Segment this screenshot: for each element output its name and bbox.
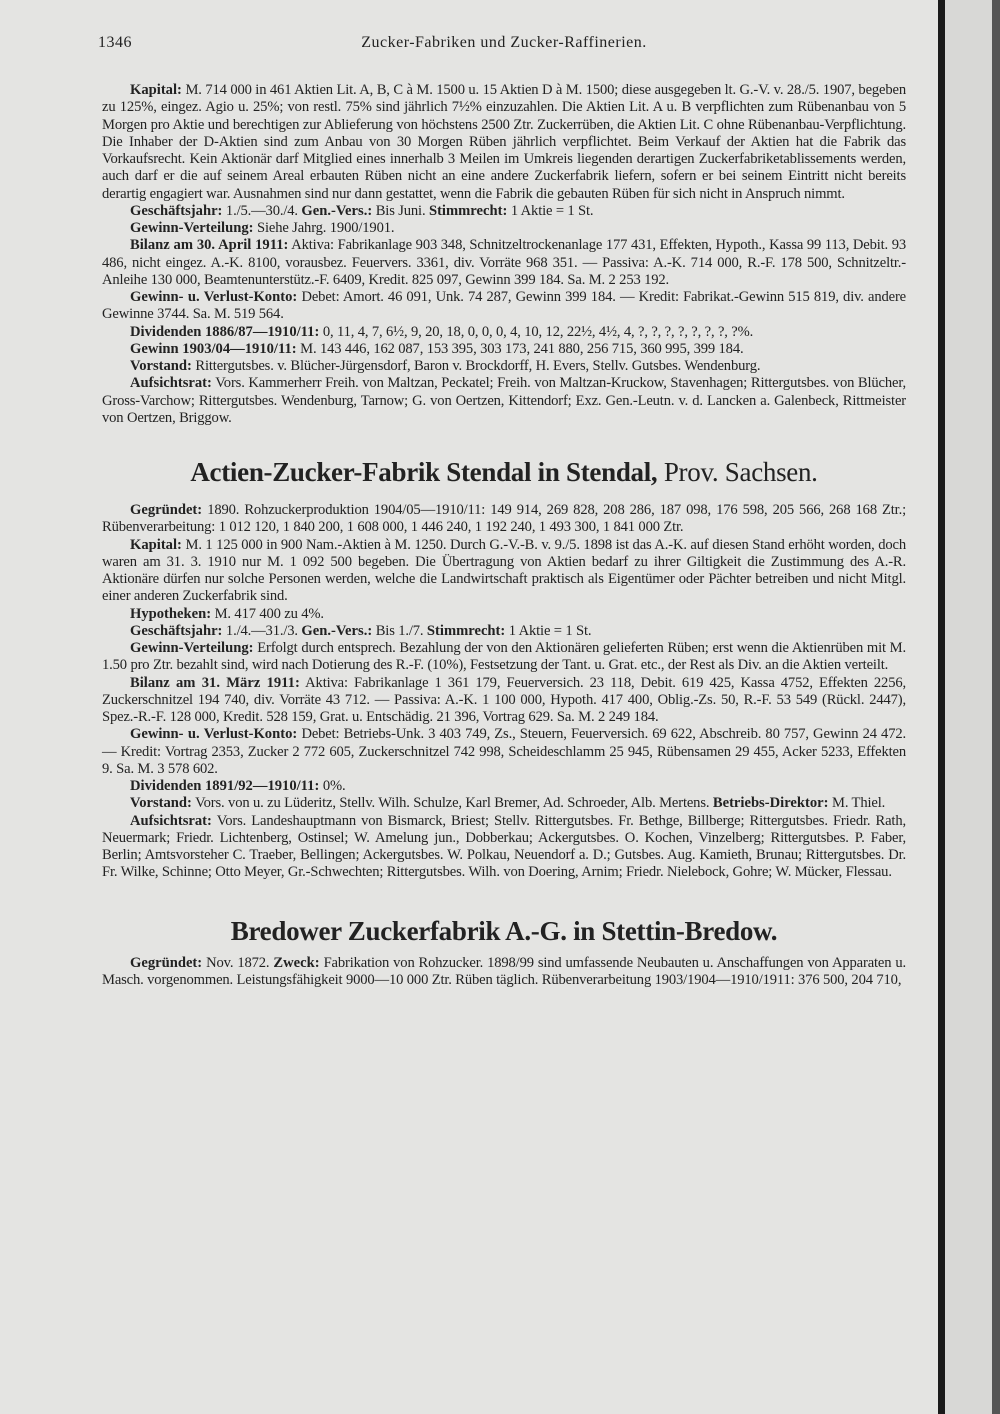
scan-edge-shadow — [992, 0, 1000, 1414]
section-previous-company — [102, 82, 906, 427]
field-value: M. 417 400 zu 4%. — [214, 605, 324, 622]
running-header — [98, 34, 906, 58]
field-label: Gegründet: — [130, 502, 203, 518]
field-label: Aufsichtsrat: — [130, 375, 212, 392]
field-label: Bilanz am 31. März 1911: — [130, 674, 300, 691]
field-label: Betriebs-Direktor: — [712, 795, 829, 812]
field-value: M. Thiel. — [832, 795, 886, 812]
scan-border-line — [938, 0, 945, 1414]
entry-paragraph — [102, 640, 906, 675]
field-label: Gewinn-Verteilung: — [130, 640, 254, 656]
field-value: 1./5.—30./4. — [225, 202, 298, 219]
field-value: Erfolgt durch entsprech. Bezahlung der von den Aktionären gelieferten Rüben; erst wenn die Aktienrüben mit M. 1.50 pro Ztr. bezahlt sind, wird nach Dotierung des R.-F. (10%), Festsetzung der Tant. u. Grat. etc., der Rest als Div. an die Aktien verteilt. — [102, 640, 907, 674]
section-heading-bredow — [102, 916, 906, 947]
field-label: Geschäftsjahr: — [130, 622, 223, 639]
field-label: Hypotheken: — [130, 605, 212, 622]
field-value: Nov. 1872. — [206, 954, 270, 971]
field-label: Gegründet: — [130, 954, 203, 971]
field-value: Debet: Betriebs-Unk. 3 403 749, Zs., Steuern, Feuerversich. 69 622, Abschreib. 80 757, Gewinn 24 472. — Kredit: Vortrag 2353, Zucker 2 772 605, Zuckerschnitzel 742 998, Scheideschlamm 25 945, Rübensamen 29 455, Acker 5233, Effekten 9. Sa. M. 3 578 602. — [102, 726, 906, 777]
field-value: Bis Juni. — [375, 202, 426, 219]
page-number: 1346 — [98, 34, 132, 51]
entry-paragraph — [102, 726, 906, 778]
entry-paragraph — [102, 203, 906, 220]
entry-paragraph — [102, 324, 906, 341]
field-value: 1 Aktie = 1 St. — [508, 622, 592, 639]
field-label: Zweck: — [273, 954, 320, 971]
field-label: Gen.-Vers.: — [301, 622, 373, 639]
field-label: Stimmrecht: — [428, 202, 508, 219]
entry-paragraph — [102, 778, 906, 795]
field-label: Gewinn 1903/04—1910/11: — [130, 340, 297, 357]
field-value: 1890. Rohzuckerproduktion 1904/05—1910/11: 149 914, 269 828, 208 286, 187 098, 176 598, 205 566, 268 168 Ztr.; Rübenverarbeitung: 1 012 120, 1 840 200, 1 608 000, 1 446 240, 1 192 240, 1 493 300, 1 841 000 Ztr. — [102, 502, 906, 536]
entry-paragraph — [102, 375, 906, 427]
field-value: 1./4.—31./3. — [225, 622, 298, 639]
entry-paragraph — [102, 623, 906, 640]
field-value: Rittergutsbes. v. Blücher-Jürgensdorf, Baron v. Brockdorff, H. Evers, Stellv. Gutsbes. Wendenburg. — [195, 358, 761, 374]
field-value: Vors. Landeshauptmann von Bismarck, Briest; Stellv. Rittergutsbes. Fr. Bethge, Billberge; Rittergutsbes. Friedr. Rath, Neuermark; Friedr. Lichtenberg, Ostinsel; W. Amelung jun., Dobberkau; Ackergutsbes. O. Kochen, Vinzelberg; Rittergutsbes. P. Faber, Berlin; Amtsvorsteher C. Traeber, Bellingen; Ackergutsbes. W. Polkau, Neuendorf a. D.; Gutsbes. Aug. Kamieth, Brunau; Rittergutsbes. Dr. Fr. Wilke, Schinne; Otto Meyer, Gr.-Schwechten; Rittergutsbes. Wilh. von Doering, Arnim; Friedr. Nielebock, Gohre; W. Mücker, Flessau. — [102, 812, 906, 881]
field-label: Kapital: — [130, 536, 182, 553]
field-value: Bis 1./7. — [375, 622, 424, 639]
entry-paragraph — [102, 237, 906, 289]
field-label: Gen.-Vers.: — [301, 202, 373, 219]
entry-paragraph — [102, 82, 906, 203]
field-value: Siehe Jahrg. 1900/1901. — [257, 220, 395, 236]
field-label: Gewinn- u. Verlust-Konto: — [130, 289, 298, 305]
field-value: 1 Aktie = 1 St. — [510, 202, 594, 219]
entry-paragraph — [102, 502, 906, 537]
field-label: Vorstand: — [130, 795, 192, 812]
heading-title: Actien-Zucker-Fabrik Stendal in Stendal, — [190, 457, 658, 487]
entry-paragraph — [102, 955, 906, 990]
heading-province: Prov. Sachsen. — [663, 457, 818, 487]
entry-paragraph — [102, 341, 906, 358]
entry-paragraph — [102, 606, 906, 623]
section-bredow — [102, 955, 906, 990]
section-heading-stendal — [102, 457, 906, 488]
field-value: Fabrikation von Rohzucker. 1898/99 sind umfassende Neubauten u. Anschaffungen von Apparaten u. Masch. vorgenommen. Leistungsfähigkeit 9000—10 000 Ztr. Rüben täglich. Rübenverarbeitung 1903/1904—1910/1911: 376 500, 204 710, — [102, 954, 907, 988]
field-value: M. 1 125 000 in 900 Nam.-Aktien à M. 1250. Durch G.-V.-B. v. 9./5. 1898 ist das A.-K. auf diesen Stand erhöht worden, doch waren am 31. 3. 1910 nur M. 1 092 500 begeben. Die Übertragung von Aktien bedarf zu ihrer Giltigkeit die Zustimmung des A.-R. Aktionäre dürfen nur solche Personen werden, welche die Landwirtschaft praktisch als Eigentümer oder Pächter betreiben und nicht Mitgl. einer anderen Zuckerfabrik sind. — [102, 536, 907, 605]
entry-paragraph — [102, 813, 906, 882]
entry-paragraph — [102, 537, 906, 606]
field-value: Aktiva: Fabrikanlage 903 348, Schnitzeltrockenanlage 177 431, Effekten, Hypoth., Kassa 99 113, Debit. 93 486, nicht eingez. A.-K. 8100, vorausbez. Feuervers. 3361, div. Vorräte 968 351. — Passiva: A.-K. 714 000, R.-F. 178 500, Schnitzeltr.-Anleihe 130 000, Beamtenunterstütz.-F. 6409, Kredit. 825 097, Gewinn 399 184. Sa. M. 2 253 192. — [102, 237, 906, 288]
field-label: Dividenden 1886/87—1910/11: — [130, 323, 320, 340]
entry-paragraph — [102, 795, 906, 812]
field-value: 0, 11, 4, 7, 6½, 9, 20, 18, 0, 0, 0, 4, 10, 12, 22½, 4½, 4, ?, ?, ?, ?, ?, ?, ?, ?%. — [322, 323, 754, 340]
field-value: Vors. von u. zu Lüderitz, Stellv. Wilh. Schulze, Karl Bremer, Ad. Schroeder, Alb. Mertens. — [195, 795, 710, 812]
field-label: Stimmrecht: — [426, 622, 506, 639]
field-label: Geschäftsjahr: — [130, 202, 223, 219]
field-label: Bilanz am 30. April 1911: — [130, 237, 289, 254]
field-label: Gewinn- u. Verlust-Konto: — [130, 726, 298, 743]
section-stendal — [102, 502, 906, 882]
heading-title: Bredower Zuckerfabrik A.-G. in Stettin-Bredow. — [230, 915, 778, 946]
field-label: Aufsichtsrat: — [130, 812, 212, 829]
field-label: Vorstand: — [130, 358, 192, 374]
field-label: Gewinn-Verteilung: — [130, 220, 254, 236]
field-value: Vors. Kammerherr Freih. von Maltzan, Peckatel; Freih. von Maltzan-Kruckow, Stavenhagen; Rittergutsbes. von Blücher, Gross-Varchow; Rittergutsbes. Wendenburg, Tarnow; G. von Oertzen, Kittendorf; Exz. Gen.-Leutn. v. d. Lancken a. Galenbeck, Rittmeister von Oertzen, Briggow. — [102, 375, 906, 426]
running-title: Zucker-Fabriken und Zucker-Raffinerien. — [361, 34, 647, 51]
field-value: Aktiva: Fabrikanlage 1 361 179, Feuerversich. 23 118, Debit. 619 425, Kassa 4752, Effekten 2256, Zuckerschnitzel 194 740, div. Vorräte 43 712. — Passiva: A.-K. 1 100 000, Hypoth. 417 400, Oblig.-Zs. 50, R.-F. 53 549 (Rückl. 2447), Spez.-R.-F. 128 000, Kredit. 528 159, Grat. u. Entschädig. 21 396, Vortrag 629. Sa. M. 2 249 184. — [102, 674, 906, 725]
field-label: Dividenden 1891/92—1910/11: — [130, 778, 320, 794]
field-value: Debet: Amort. 46 091, Unk. 74 287, Gewinn 399 184. — Kredit: Fabrikat.-Gewinn 515 819, div. andere Gewinne 3744. Sa. M. 519 564. — [102, 289, 906, 323]
entry-paragraph — [102, 220, 906, 237]
field-value: 0%. — [322, 778, 346, 794]
field-label: Kapital: — [130, 82, 182, 98]
entry-paragraph — [102, 289, 906, 324]
field-value: M. 714 000 in 461 Aktien Lit. A, B, C à M. 1500 u. 15 Aktien D à M. 1500; diese ausgegeben lt. G.-V. v. 28./5. 1907, begeben zu 125%, eingez. Agio u. 25%; von restl. 75% sind jährlich 7½% einzuzahlen. Die Aktien Lit. A u. B verpflichten zum Rübenanbau von 5 Morgen pro Aktie und berechtigen zur Ablieferung von höchstens 2500 Ztr. Zuckerrüben, die Aktien Lit. C ohne Rübenanbau-Verpflichtung. Die Inhaber der D-Aktien sind zum Anbau von 30 Morgen Rüben jährlich verpflichtet. Beim Verkauf der Aktien hat die Fabrik das Vorkaufsrecht. Kein Aktionär darf Mitglied eines innerhalb 3 Meilen im Umkreis liegenden derartigen Zuckerfabriketablissements werden, auch darf er die auf seinem Areal erbauten Rüben nicht an eine andere Zuckerfabrik liefern, sofern er bei seinem Eintritt nicht bereits derartig engagiert war. Ausnahmen sind nur dann gestattet, wenn die Fabrik die gebauten Rüben für sich nicht in Anspruch nimmt. — [102, 82, 907, 202]
entry-paragraph — [102, 358, 906, 375]
entry-paragraph — [102, 675, 906, 727]
document-page — [98, 34, 907, 989]
field-value: M. 143 446, 162 087, 153 395, 303 173, 241 880, 256 715, 360 995, 399 184. — [300, 340, 744, 357]
